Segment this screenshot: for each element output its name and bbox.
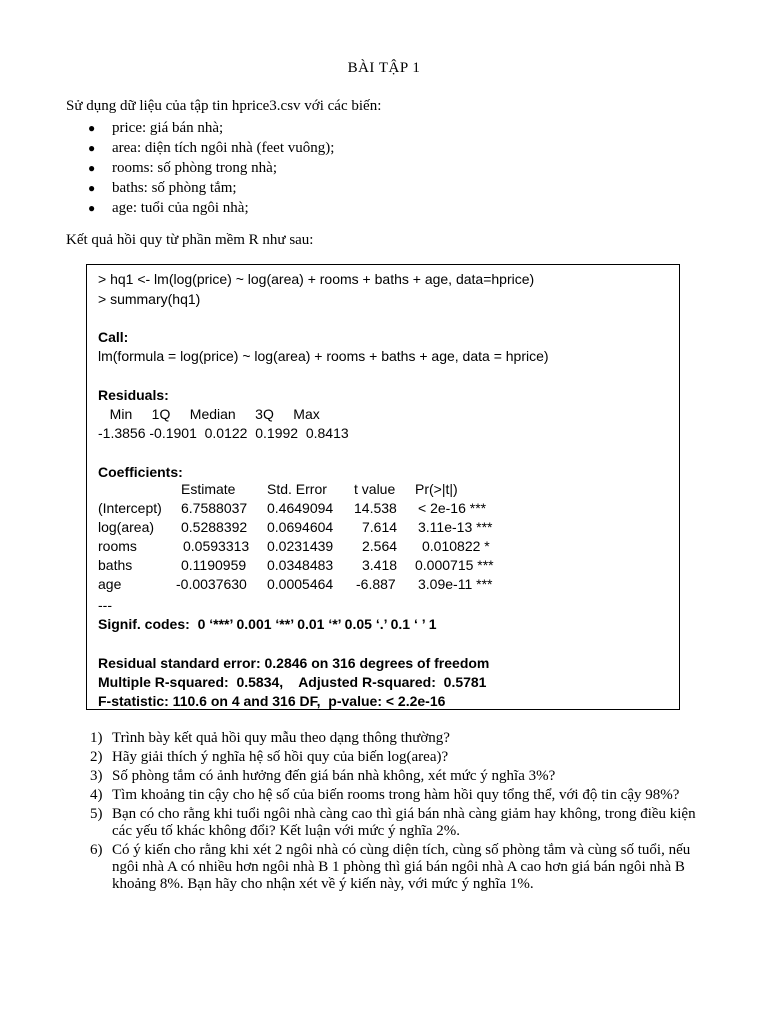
- variable-item: ● price: giá bán nhà;: [88, 120, 224, 136]
- coef-header-p: Pr(>|t|): [415, 481, 458, 497]
- call-formula: lm(formula = log(price) ~ log(area) + rooms + baths + age, data = hprice): [98, 348, 549, 364]
- residuals-header: Min 1Q Median 3Q Max: [98, 406, 320, 422]
- bullet-icon: ●: [88, 201, 96, 215]
- question-list: [90, 730, 700, 895]
- question-item: 6) Có ý kiến cho rằng khi xét 2 ngôi nhà có cùng diện tích, cùng số phòng tắm và cùng số tuổi, nếu ngôi nhà A có nhiều hơn ngôi nhà B 1 phòng thì giá bán ngôi nhà A cao hơn giá bán ngôi nhà B khoảng 8%. Bạn hãy cho nhận xét về ý kiến này, với mức ý nghĩa 1%.: [90, 842, 691, 892]
- coef-header-estimate: Estimate: [181, 481, 236, 497]
- coef-estimate: 0.0593313: [183, 538, 250, 554]
- coef-header-se: Std. Error: [267, 481, 327, 497]
- coef-header-t: t value: [354, 481, 396, 497]
- variable-item: ● age: tuổi của ngôi nhà;: [88, 200, 249, 216]
- coef-estimate: 6.7588037: [181, 500, 248, 516]
- coef-t: 3.418: [362, 557, 398, 573]
- page-title: BÀI TẬP 1: [347, 60, 421, 76]
- variable-item: ● rooms: số phòng trong nhà;: [88, 160, 277, 176]
- coef-se: 0.4649094: [267, 500, 334, 516]
- coef-name: rooms: [98, 538, 137, 554]
- coef-p: 3.11e-13 ***: [418, 519, 493, 535]
- question-item: 1) Trình bày kết quả hồi quy mẫu theo dạng thông thường?: [90, 730, 450, 746]
- question-item: 2) Hãy giải thích ý nghĩa hệ số hồi quy của biến log(area)?: [90, 749, 449, 765]
- intro-text: Sử dụng dữ liệu của tập tin hprice3.csv với các biến:: [66, 98, 382, 114]
- coefficients-label: Coefficients:: [98, 464, 183, 480]
- coef-se: 0.0348483: [267, 557, 334, 573]
- residuals-label: Residuals:: [98, 387, 169, 403]
- coef-p: 0.010822 *: [422, 538, 490, 554]
- coef-se: 0.0005464: [267, 576, 334, 592]
- r-command-line: > hq1 <- lm(log(price) ~ log(area) + rooms + baths + age, data=hprice): [98, 271, 535, 287]
- coef-t: 2.564: [362, 538, 398, 554]
- coef-t: 14.538: [354, 500, 397, 516]
- variable-item: ● area: diện tích ngôi nhà (feet vuông);: [88, 140, 335, 156]
- bullet-icon: ●: [88, 141, 96, 155]
- coef-t: -6.887: [356, 576, 396, 592]
- coef-p: 3.09e-11 ***: [418, 576, 493, 592]
- f-statistic-line: F-statistic: 110.6 on 4 and 316 DF, p-value: < 2.2e-16: [98, 693, 446, 709]
- coef-estimate: 0.5288392: [181, 519, 248, 535]
- coef-name: log(area): [98, 519, 155, 535]
- coef-name: baths: [98, 557, 133, 573]
- result-intro-text: Kết quả hồi quy từ phần mềm R như sau:: [66, 232, 314, 248]
- coef-se: 0.0694604: [267, 519, 334, 535]
- variable-item: ● baths: số phòng tắm;: [88, 180, 237, 196]
- coef-name: age: [98, 576, 122, 592]
- coef-estimate: 0.1190959: [181, 557, 247, 573]
- signif-codes: Signif. codes: 0 ‘***’ 0.001 ‘**’ 0.01 ‘*’ 0.05 ‘.’ 0.1 ‘ ’ 1: [98, 616, 437, 632]
- r-output-box: [86, 264, 680, 710]
- call-label: Call:: [98, 329, 129, 345]
- bullet-icon: ●: [88, 181, 96, 195]
- coef-name: (Intercept): [98, 500, 162, 516]
- bullet-icon: ●: [88, 121, 96, 135]
- question-item: 5) Bạn có cho rằng khi tuổi ngôi nhà càng cao thì giá bán nhà càng giảm hay không, trong điều kiện các yếu tố khác không đổi? Kết luận với mức ý nghĩa 2%.: [90, 806, 696, 839]
- variable-list: [88, 118, 334, 218]
- question-item: 3) Số phòng tắm có ảnh hưởng đến giá bán nhà không, xét mức ý nghĩa 3%?: [90, 768, 556, 784]
- coef-estimate: -0.0037630: [176, 576, 247, 592]
- coef-se: 0.0231439: [267, 538, 334, 554]
- residual-standard-error: Residual standard error: 0.2846 on 316 degrees of freedom: [98, 655, 490, 671]
- coef-p: 0.000715 ***: [415, 557, 494, 573]
- question-item: 4) Tìm khoảng tin cậy cho hệ số của biến rooms trong hàm hồi quy tổng thể, với độ tin cậy 98%?: [90, 787, 680, 803]
- coef-p: < 2e-16 ***: [418, 500, 487, 516]
- r-command-line: > summary(hq1): [98, 291, 201, 307]
- coef-t: 7.614: [362, 519, 398, 535]
- r-squared-line: Multiple R-squared: 0.5834, Adjusted R-squared: 0.5781: [98, 674, 487, 690]
- residuals-values: -1.3856 -0.1901 0.0122 0.1992 0.8413: [98, 425, 349, 441]
- bullet-icon: ●: [88, 161, 96, 175]
- separator: ---: [98, 597, 112, 613]
